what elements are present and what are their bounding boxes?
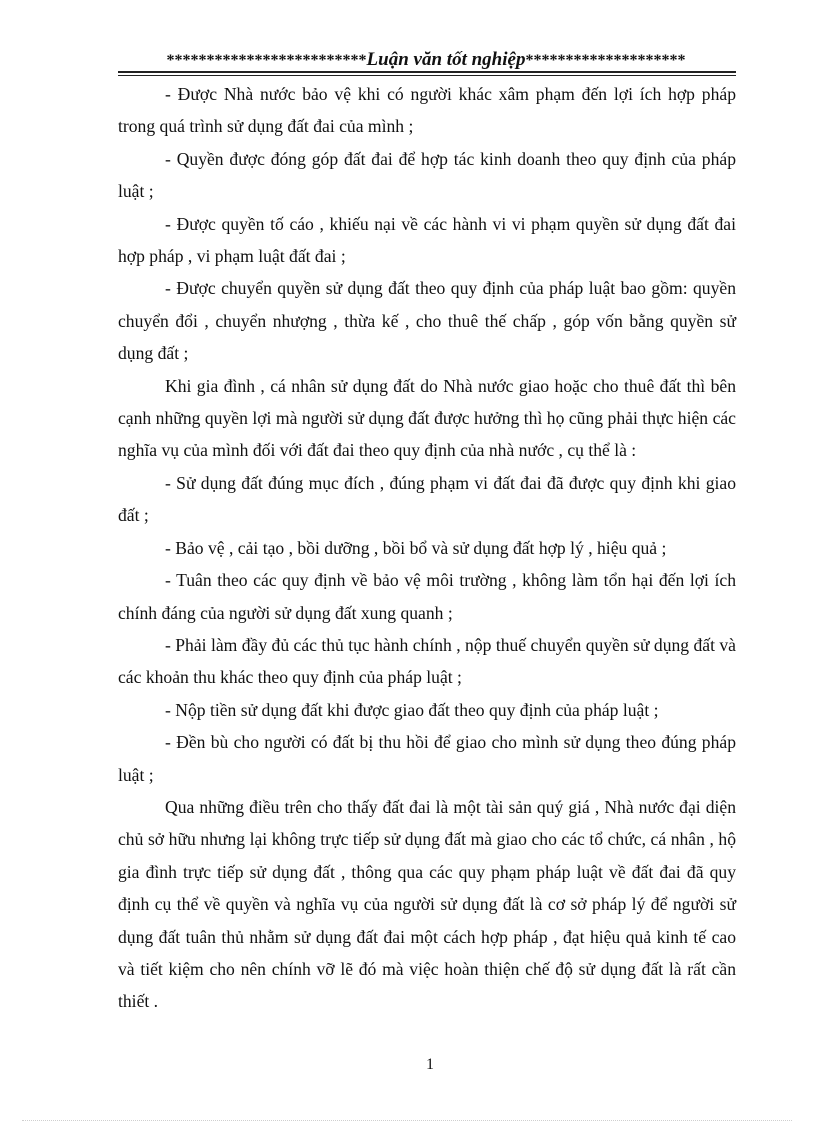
header-rule-thick (118, 71, 736, 73)
header-stars-right: ******************** (525, 52, 686, 69)
page-header (116, 49, 736, 71)
paragraph: Khi gia đình , cá nhân sử dụng đất do Nhà nước giao hoặc cho thuê đất thì bên cạnh những quyền lợi mà người sử dụng đất được hưởng thì họ cũng phải thực hiện các nghĩa vụ của mình đối với đất đai theo quy định của nhà nước , cụ thể là : (118, 375, 736, 461)
paragraph: - Được chuyển quyền sử dụng đất theo quy định của pháp luật bao gồm: quyền chuyển đổi , chuyển nhượng , thừa kế , cho thuê thế chấp , góp vốn bằng quyền sử dụng đất ; (118, 278, 736, 364)
header-rule-thin (118, 75, 736, 76)
header-title: Luận văn tốt nghiệp (366, 49, 526, 70)
paragraph: - Phải làm đầy đủ các thủ tục hành chính , nộp thuế chuyển quyền sử dụng đất và các khoản thu khác theo quy định của pháp luật ; (118, 634, 736, 688)
paragraph: - Được quyền tố cáo , khiếu nại về các hành vi vi phạm quyền sử dụng đất đai hợp pháp , vi phạm luật đất đai ; (118, 213, 736, 267)
document-body (118, 78, 736, 1018)
paragraph: - Nộp tiền sử dụng đất khi được giao đất theo quy định của pháp luật ; (165, 699, 659, 720)
paragraph: - Bảo vệ , cải tạo , bồi dưỡng , bồi bổ và sử dụng đất hợp lý , hiệu quả ; (165, 537, 667, 558)
header-stars-left: ************************* (166, 52, 367, 69)
paragraph: - Đền bù cho người có đất bị thu hồi để giao cho mình sử dụng theo đúng pháp luật ; (118, 732, 736, 785)
paragraph: - Quyền được đóng góp đất đai để hợp tác kinh doanh theo quy định của pháp luật ; (118, 148, 736, 202)
paragraph: - Được Nhà nước bảo vệ khi có người khác xâm phạm đến lợi ích hợp pháp trong quá trình sử dụng đất đai của mình ; (118, 84, 736, 137)
page-bottom-border (22, 1120, 792, 1121)
paragraph: Qua những điều trên cho thấy đất đai là một tài sản quý giá , Nhà nước đại diện chủ sở hữu nhưng lại không trực tiếp sử dụng đất mà giao cho các tổ chức, cá nhân , hộ gia đình trực tiếp sử dụng đất , thông qua các quy phạm pháp luật về đất đai đã quy định cụ thể về quyền và nghĩa vụ của người sử dụng đất là cơ sở pháp lý để người sử dụng đất tuân thủ nhằm sử dụng đất đai một cách hợp pháp , đạt hiệu quả kinh tế cao và tiết kiệm cho nên chính vỡ lẽ đó mà việc hoàn thiện chế độ sử dụng đất là rất cần thiết . (118, 796, 736, 1012)
page-number: 1 (426, 1056, 434, 1073)
paragraph: - Tuân theo các quy định về bảo vệ môi trường , không làm tổn hại đến lợi ích chính đáng của người sử dụng đất xung quanh ; (118, 570, 736, 623)
paragraph: - Sử dụng đất đúng mục đích , đúng phạm vi đất đai đã được quy định khi giao đất ; (118, 472, 736, 526)
